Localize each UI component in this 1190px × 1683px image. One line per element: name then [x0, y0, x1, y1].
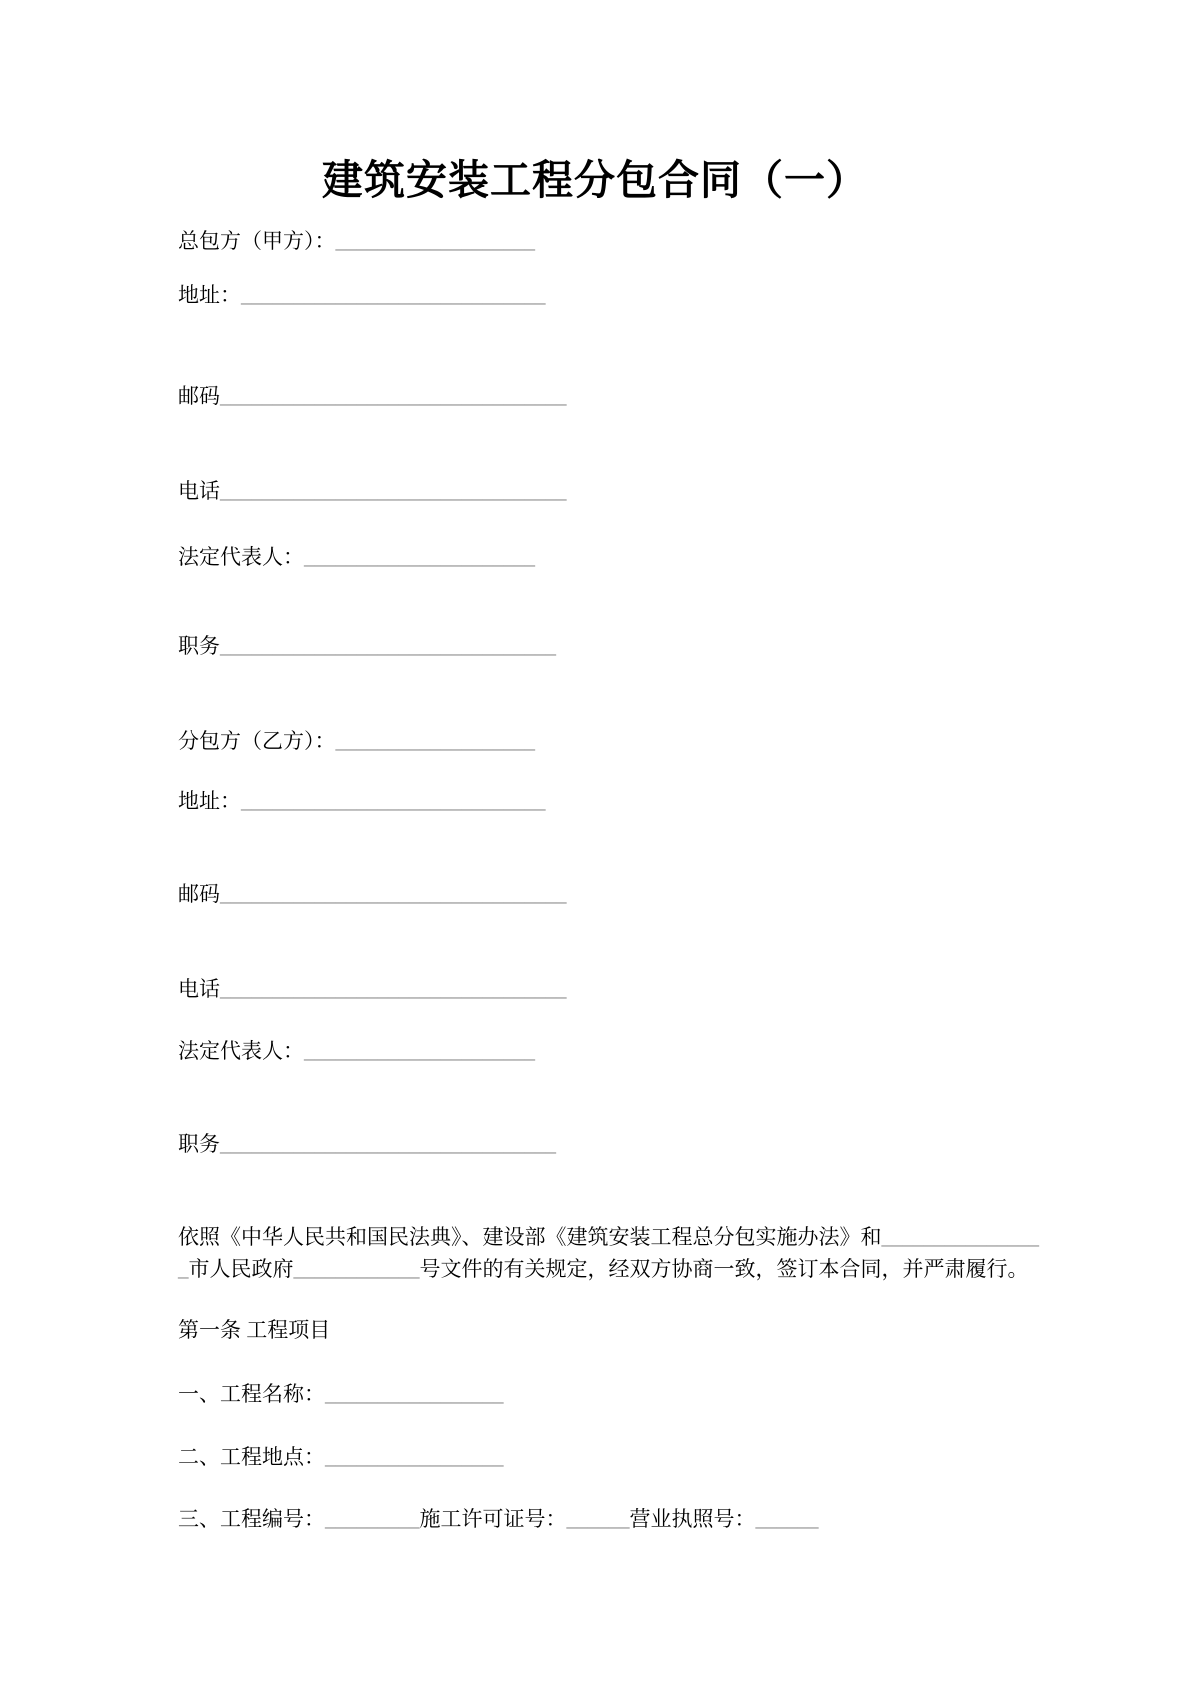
project-name-blank: _________________ [325, 1382, 504, 1406]
party-a-phone-row [178, 476, 567, 506]
party-a-zip-label: 邮码 [178, 384, 220, 408]
preamble-line2-blank-lead: _ [178, 1257, 189, 1281]
party-b-rep-label: 法定代表人： [178, 1039, 304, 1063]
party-b-address-row [178, 786, 546, 816]
article-1-item-3-row [178, 1504, 819, 1534]
project-name-label: 一、工程名称： [178, 1382, 325, 1406]
party-a-zip-blank: _________________________________ [220, 384, 567, 408]
project-number-blank: _________ [325, 1507, 420, 1531]
preamble-line-1 [178, 1222, 1039, 1252]
preamble-line-2 [178, 1254, 1029, 1284]
party-b-name-row [178, 726, 535, 756]
article-1-item-2-row [178, 1442, 504, 1472]
party-a-address-label: 地址： [178, 283, 241, 307]
party-a-phone-blank: _________________________________ [220, 479, 567, 503]
party-b-phone-label: 电话 [178, 977, 220, 1001]
party-a-duty-row [178, 631, 556, 661]
business-license-label: 营业执照号： [629, 1507, 756, 1531]
preamble-line1-blank: _______________ [881, 1225, 1039, 1249]
party-b-zip-blank: _________________________________ [220, 882, 567, 906]
project-number-label: 三、工程编号： [178, 1507, 325, 1531]
article-1-heading: 第一条 工程项目 [178, 1318, 331, 1342]
party-a-rep-blank: ______________________ [304, 545, 535, 569]
party-a-duty-label: 职务 [178, 634, 220, 658]
party-b-phone-blank: _________________________________ [220, 977, 567, 1001]
construction-permit-label: 施工许可证号： [419, 1507, 567, 1531]
party-b-duty-row [178, 1129, 556, 1159]
party-a-rep-row [178, 542, 535, 572]
project-location-label: 二、工程地点： [178, 1445, 325, 1469]
party-a-name-blank: ___________________ [335, 229, 535, 253]
party-a-phone-label: 电话 [178, 479, 220, 503]
party-a-rep-label: 法定代表人： [178, 545, 304, 569]
project-location-blank: _________________ [325, 1445, 504, 1469]
article-1-item-1-row [178, 1379, 504, 1409]
preamble-line2-text-tail: 号文件的有关规定，经双方协商一致，签订本合同，并严肃履行。 [419, 1257, 1029, 1281]
party-b-rep-row [178, 1036, 535, 1066]
party-b-rep-blank: ______________________ [304, 1039, 535, 1063]
party-b-name-blank: ___________________ [335, 729, 535, 753]
party-a-address-row [178, 280, 546, 310]
preamble-line2-text-government: 市人民政府 [188, 1257, 294, 1281]
business-license-blank: ______ [755, 1507, 819, 1531]
party-a-name-row [178, 226, 535, 256]
party-b-address-blank: _____________________________ [241, 789, 546, 813]
party-a-duty-blank: ________________________________ [220, 634, 556, 658]
party-b-address-label: 地址： [178, 789, 241, 813]
party-b-phone-row [178, 974, 567, 1004]
party-b-duty-label: 职务 [178, 1132, 220, 1156]
document-title: 建筑安装工程分包合同（一） [322, 157, 868, 203]
preamble-line2-blank-docnumber: ____________ [293, 1257, 420, 1281]
preamble-line1-text: 依照《中华人民共和国民法典》、建设部《建筑安装工程总分包实施办法》和 [178, 1225, 882, 1249]
construction-permit-blank: ______ [566, 1507, 630, 1531]
party-b-zip-row [178, 879, 567, 909]
party-b-zip-label: 邮码 [178, 882, 220, 906]
party-b-name-label: 分包方（乙方）： [178, 729, 336, 753]
party-a-name-label: 总包方（甲方）： [178, 229, 336, 253]
party-a-address-blank: _____________________________ [241, 283, 546, 307]
party-a-zip-row [178, 381, 567, 411]
party-b-duty-blank: ________________________________ [220, 1132, 556, 1156]
